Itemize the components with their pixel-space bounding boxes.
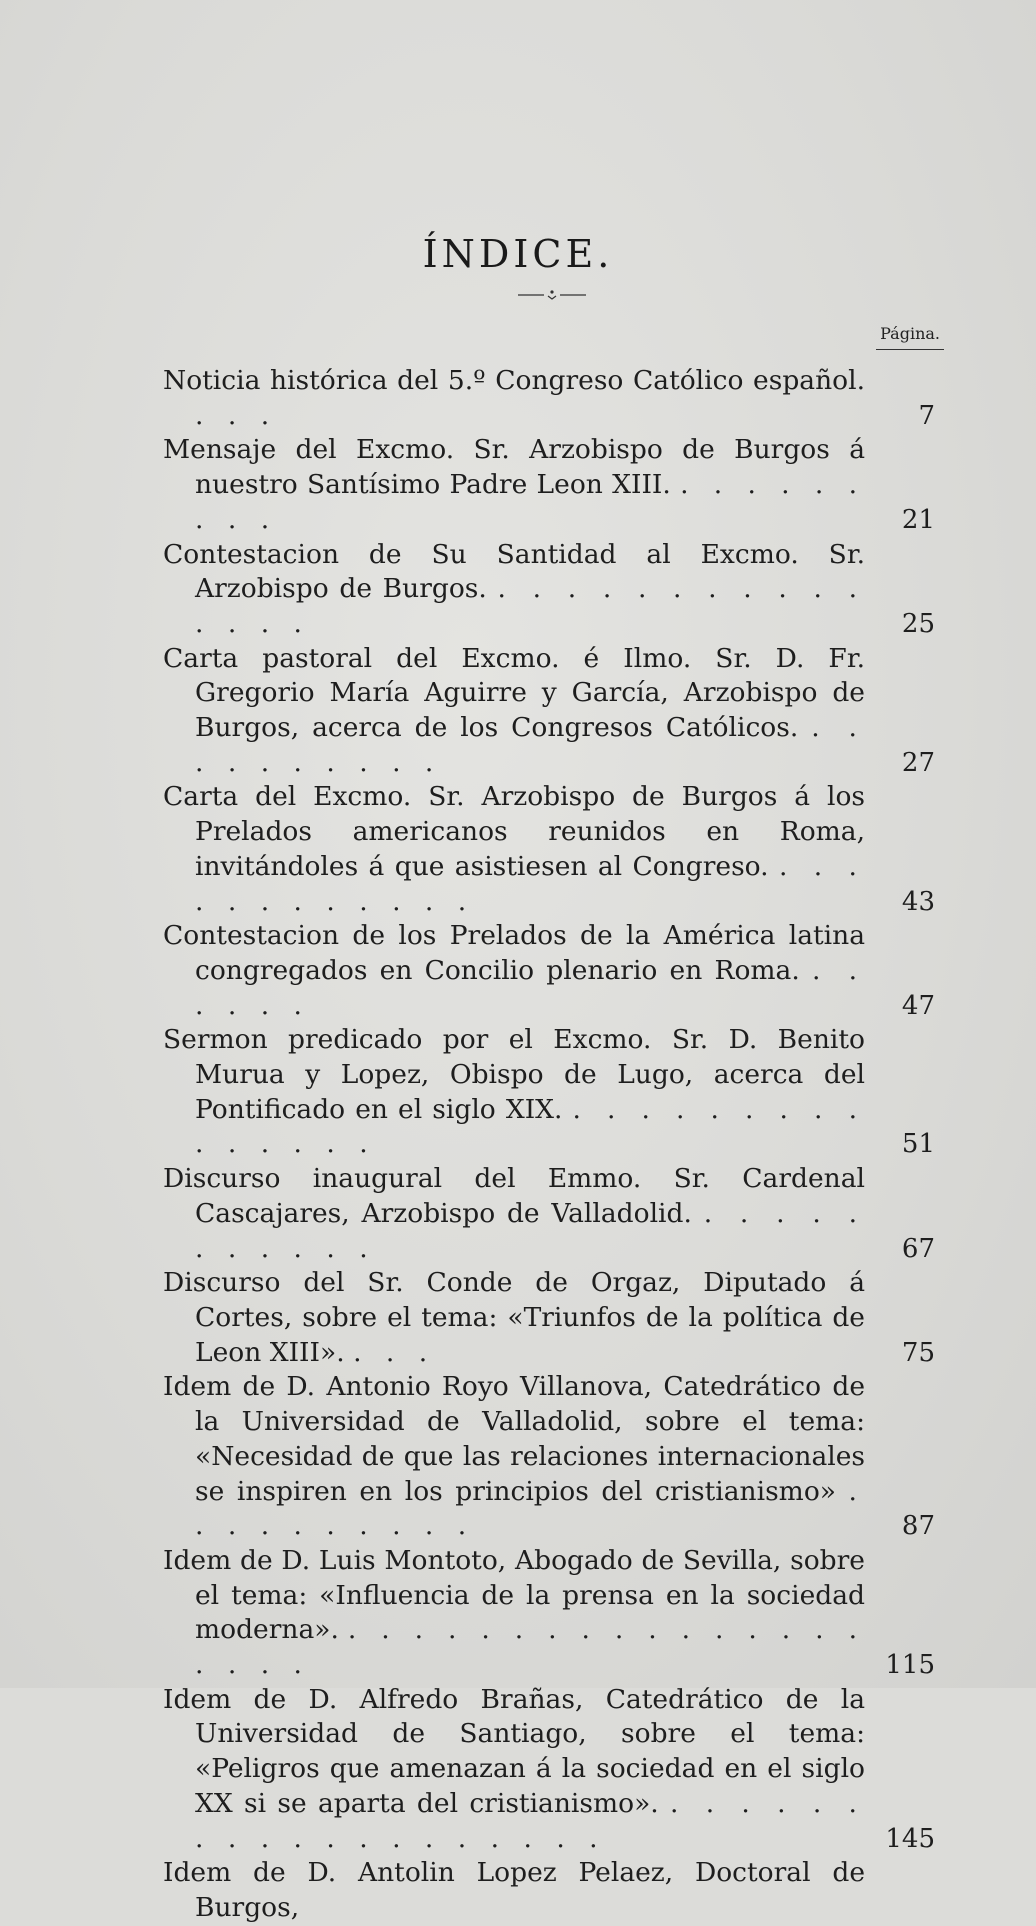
entry-page-number: 145 [885,1823,935,1854]
entry-page-number: 27 [901,747,935,778]
index-entry [163,1023,943,1162]
entry-leader-dots: . . . . . . . . . [195,469,865,535]
index-entry [163,433,943,537]
entry-leader-dots: . . . . . . . . . . . . . . . [195,1093,865,1160]
entry-leader-dots: . . . . . . [195,954,865,1021]
entry-leader-dots: . . . . . . . . . . [195,1475,865,1542]
entry-text: Carta pastoral del Excmo. é Ilmo. Sr. D. Fr. Gregorio María Aguirre y García, Arzobispo de Burgos, acerca de los Congresos Católicos. . . . . . . . . . . [163,642,865,778]
entry-leader-dots: . . . . . . . . . . . [195,1197,865,1264]
entry-page-number: 87 [901,1511,935,1542]
title-ornament [518,288,586,302]
entry-text: Mensaje del Excmo. Sr. Arzobispo de Burgos á nuestro Santísimo Padre Leon XIII. . . . . . . . . . [163,434,865,535]
entry-leader-dots: . . . . . . . . . . . . . . . . . . . [195,1787,865,1854]
entry-text: Idem de D. Antonio Royo Villanova, Catedrático de la Universidad de Valladolid, sobre el tema: «Necesidad de que las relaciones internacionales se inspiren en los principios del cristianismo» . . . . . . . . . . [163,1371,865,1542]
index-entry [163,642,943,781]
index-entry [163,780,943,919]
index-entry [163,1683,943,1857]
page-column-rule [876,349,944,350]
entry-text: Carta del Excmo. Sr. Arzobispo de Burgos á los Prelados americanos reunidos en Roma, invitándoles á que asistiesen al Congreso. . . . . . . . . . . . . [163,781,865,917]
entry-page-number: 25 [901,608,935,639]
index-entry [163,919,943,1023]
entry-text: Idem de D. Luis Montoto, Abogado de Sevilla, sobre el tema: «Influencia de la prensa en la sociedad moderna». . . . . . . . . . . . . . . . . . . . . [163,1544,865,1681]
index-entries [163,364,943,1926]
entry-leader-dots: . . . . . . . . . . . . . . . . . . . . [195,1614,865,1681]
entry-text: Noticia histórica del 5.º Congreso Católico español. . . . [163,365,865,431]
entry-page-number: 7 [918,400,935,431]
entry-leader-dots: . . . . . . . . . . . . [195,850,865,917]
index-entry [163,364,943,433]
page-title: ÍNDICE. [422,232,614,276]
entry-page-number: 51 [901,1129,935,1160]
entry-text: Sermon predicado por el Excmo. Sr. D. Benito Murua y Lopez, Obispo de Lugo, acerca del Pontificado en el siglo XIX. . . . . . . . . . . . . . . . [163,1024,865,1160]
index-entry [163,1266,943,1370]
entry-text: Contestacion de los Prelados de la América latina congregados en Concilio plenario en Roma. . . . . . . [163,920,865,1021]
entry-page-number: 115 [885,1650,935,1681]
entry-page-number: 21 [901,504,935,535]
entry-text: Idem de D. Alfredo Brañas, Catedrático de la Universidad de Santiago, sobre el tema: «Peligros que amenazan á la sociedad en el siglo XX si se aparta del cristianismo». . . . . . . . . . . . . . . . . . . . [163,1683,865,1854]
entry-text: Discurso del Sr. Conde de Orgaz, Diputado á Cortes, sobre el tema: «Triunfos de la política de Leon XIII». . . . [163,1267,865,1368]
entry-leader-dots: . . . [353,1336,436,1368]
entry-text: Discurso inaugural del Emmo. Sr. Cardenal Cascajares, Arzobispo de Valladolid. . . . . . . . . . . . [163,1163,865,1264]
index-entry [163,1856,943,1925]
entry-page-number: 67 [901,1233,935,1264]
entry-page-number: 43 [901,886,935,917]
entry-text: Contestacion de Su Santidad al Excmo. Sr. Arzobispo de Burgos. . . . . . . . . . . . . . . . [163,538,865,639]
index-entry [163,1544,943,1683]
page-column-label: Página. [880,324,940,343]
entry-leader-dots: . . . [195,399,278,431]
index-entry [163,1370,943,1544]
entry-page-number: 75 [901,1337,935,1368]
index-entry [163,1162,943,1266]
entry-leader-dots: . . . . . . . . . . . . . . . [195,573,865,639]
entry-leader-dots: . . . . . . . . . . [195,712,865,778]
entry-text: Idem de D. Antolin Lopez Pelaez, Doctoral de Burgos, [163,1857,865,1923]
index-entry [163,538,943,642]
entry-page-number: 47 [901,990,935,1021]
